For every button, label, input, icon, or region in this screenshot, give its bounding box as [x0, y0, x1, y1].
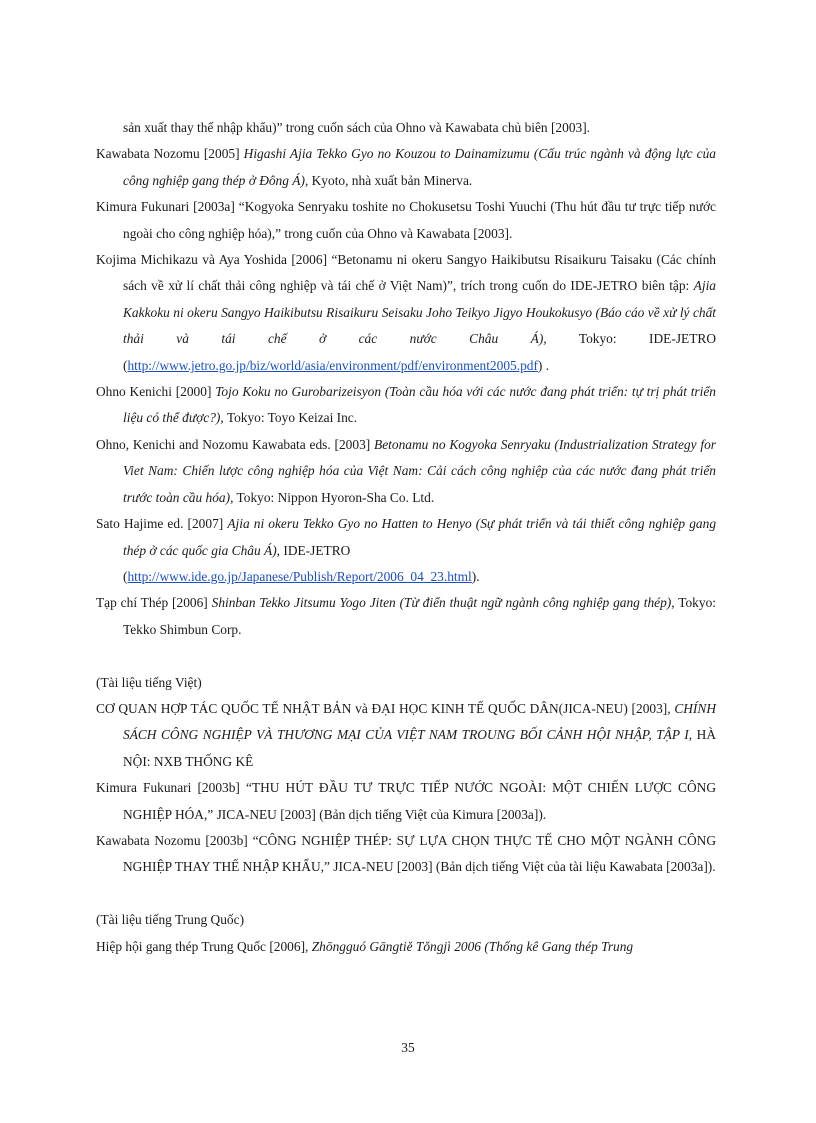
reference-title-italic: CHÍNH SÁCH CÔNG NGHIỆP VÀ THƯƠNG MẠI CỦA VIỆT NAM TROUNG BỐI CẢNH HỘI NHẬP, TẬP I — [123, 700, 716, 743]
reference-text: , HÀ NỘI: NXB THỐNG KÊ — [123, 727, 716, 769]
reference-text: , IDE-JETRO — [276, 542, 351, 558]
reference-text: Ohno Kenichi [2000] — [96, 384, 216, 400]
reference-entry — [96, 934, 716, 960]
reference-title-italic: Ajia ni okeru Tekko Gyo no Hatten to Henyo (Sự phát triển và tái thiết công nghiệp gang thép ở các quốc gia Châu Á) — [123, 516, 717, 558]
reference-text: , Kyoto, nhà xuất bản Minerva. — [304, 172, 473, 188]
reference-text: Tạp chí Thép [2006] — [96, 595, 212, 611]
reference-text: ) . — [537, 357, 550, 373]
section-heading-vietnamese: (Tài liệu tiếng Việt) — [96, 674, 202, 690]
reference-entry — [96, 247, 716, 379]
reference-text: CƠ QUAN HỢP TÁC QUỐC TẾ NHẬT BẢN và ĐẠI HỌC KINH TẾ QUỐC DÂN(JICA-NEU) [2003], — [96, 700, 675, 716]
reference-entry — [96, 564, 716, 590]
reference-text: Hiệp hội gang thép Trung Quốc [2006], — [96, 938, 312, 954]
reference-url-link[interactable]: http://www.ide.go.jp/Japanese/Publish/Report/2006_04_23.html — [127, 568, 472, 584]
reference-entry — [96, 828, 716, 881]
reference-title-italic: Zhōngguó Gāngtiě Tǒngjì 2006 (Thống kê Gang thép Trung — [311, 938, 634, 954]
reference-text: , Tokyo: Nippon Hyoron-Sha Co. Ltd. — [230, 489, 435, 505]
section-heading-chinese: (Tài liệu tiếng Trung Quốc) — [96, 912, 245, 928]
reference-text: ( — [123, 568, 128, 584]
reference-entry — [96, 194, 716, 247]
japanese-references — [96, 115, 716, 643]
reference-text: Ohno, Kenichi and Nozomu Kawabata eds. [2003] — [96, 436, 375, 452]
page-number: 35 — [401, 1040, 415, 1055]
reference-title-italic: Betonamu no Kogyoka Senryaku (Industrialization Strategy for Viet Nam: Chiến lược công nghiệp hóa của Việt Nam: Cải cách công nghiệp của các nước đang phát triển trước toàn cầu hóa) — [123, 436, 717, 505]
reference-text: Kimura Fukunari [2003b] “THU HÚT ĐẦU TƯ TRỰC TIẾP NƯỚC NGOÀI: MỘT CHIẾN LƯỢC CÔNG NGHIỆP HÓA,” JICA-NEU [2003] (Bản dịch tiếng Việt của Kimura [2003a]). — [96, 780, 716, 822]
section-gap — [96, 881, 716, 907]
reference-text: Tokyo: IDE-JETRO ( — [123, 331, 716, 373]
reference-entry — [96, 379, 716, 432]
reference-text: ). — [471, 568, 480, 584]
reference-entry — [96, 115, 716, 141]
reference-entry — [96, 432, 716, 511]
reference-text: , Tokyo: Tekko Shimbun Corp. — [123, 595, 716, 637]
reference-text: Kawabata Nozomu [2005] — [96, 146, 244, 162]
reference-entry — [96, 590, 716, 643]
reference-entry — [96, 775, 716, 828]
reference-text: Kimura Fukunari [2003a] “Kogyoka Senryaku toshite no Chokusetsu Toshi Yuuchi (Thu hút đầu tư trực tiếp nước ngoài cho công nghiệp hóa),” trong cuốn của Ohno và Kawabata [2003]. — [96, 199, 716, 241]
reference-text: sản xuất thay thế nhập khẩu)” trong cuốn sách của Ohno và Kawabata chủ biên [2003]. — [123, 120, 591, 135]
reference-title-italic: Shinban Tekko Jitsumu Yogo Jiten (Từ điển thuật ngữ ngành công nghiệp gang thép) — [211, 595, 672, 611]
reference-text: Sato Hajime ed. [2007] — [96, 516, 228, 532]
reference-title-italic: Higashi Ajia Tekko Gyo no Kouzou to Dainamizumu (Cấu trúc ngành và động lực của công nghiệp gang thép ở Đông Á) — [123, 146, 717, 188]
chinese-references — [96, 934, 716, 960]
reference-text: , Tokyo: Toyo Keizai Inc. — [220, 410, 358, 426]
page-body — [96, 115, 716, 960]
reference-entry — [96, 696, 716, 775]
reference-url-link[interactable]: http://www.jetro.go.jp/biz/world/asia/environment/pdf/environment2005.pdf — [127, 357, 538, 373]
reference-title-italic: Tojo Koku no Gurobarizeisyon (Toàn cầu hóa với các nước đang phát triển: tự trị phát triển liệu có thể được?) — [123, 384, 717, 426]
vietnamese-references — [96, 696, 716, 881]
section-gap — [96, 643, 716, 669]
reference-entry — [96, 141, 716, 194]
reference-title-italic: Ajia Kakkoku ni okeru Sangyo Haikibutsu Risaikuru Seisaku Joho Teikyo Jigyo Houkokusyo (Báo cáo về xử lý chất thải và tái chế ở các nước Châu Á), — [123, 278, 716, 347]
reference-text: Kojima Michikazu và Aya Yoshida [2006] “Betonamu ni okeru Sangyo Haikibutsu Risaikuru Taisaku (Các chính sách về xử lí chất thải công nghiệp và tái chế ở Việt Nam)”, trích trong cuốn do IDE-JETRO biên tập: — [96, 252, 716, 294]
reference-entry — [96, 511, 716, 564]
reference-text: Kawabata Nozomu [2003b] “CÔNG NGHIỆP THÉP: SỰ LỰA CHỌN THỰC TẾ CHO MỘT NGÀNH CÔNG NGHIỆP THAY THẾ NHẬP KHẨU,” JICA-NEU [2003] (Bản dịch tiếng Việt của tài liệu Kawabata [2003a]). — [96, 832, 716, 875]
